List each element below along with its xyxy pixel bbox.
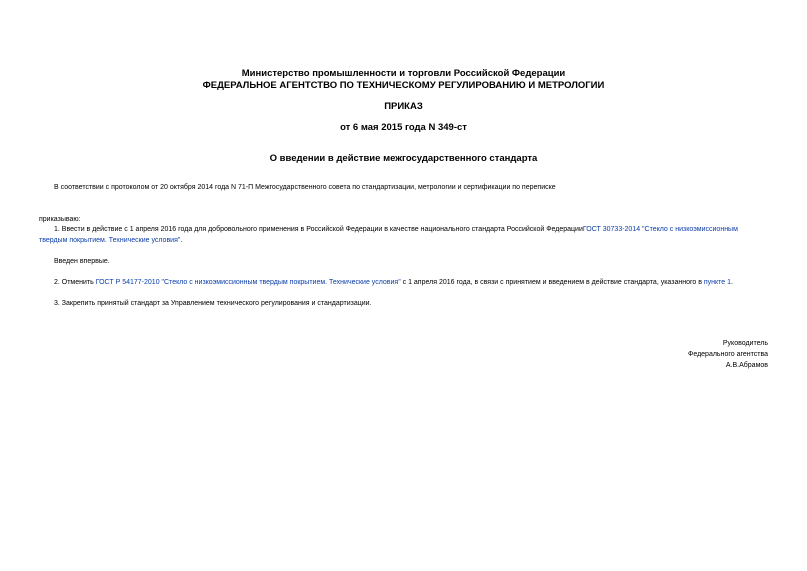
document-title: О введении в действие межгосударственного стандарта [269,153,538,164]
gost-r-54177-link[interactable]: ГОСТ Р 54177-2010 "Стекло с низкоэмиссионным твердым покрытием. Технические условия" [95,279,401,286]
item-1-end: . [180,237,183,244]
item-1-continuation [39,235,182,246]
signature-name: А.В.Абрамов [725,362,768,369]
gost-30733-link[interactable]: ГОСТ 30733-2014 "Стекло с низкоэмиссионным [582,226,738,233]
gost-30733-link-continued[interactable]: твердым покрытием. Технические условия" [39,237,181,244]
document-date-number: от 6 мая 2015 года N 349-ст [340,122,467,133]
document-type: ПРИКАЗ [384,101,423,112]
signature-position: Руководитель [722,340,768,347]
item-2-end: . [731,279,733,286]
intro-paragraph: В соответствии с протоколом от 20 октября 2014 года N 71-П Межгосударственного совета по стандартизации, метрологии и сертификации по переписке [54,184,556,191]
item-1-text: 1. Ввести в действие с 1 апреля 2016 года для добровольного применения в Российской Федерации в качестве национального стандарта Российской Федерации [54,226,583,233]
ministry-heading: Министерство промышленности и торговли Российской Федерации [241,68,566,79]
agency-heading: ФЕДЕРАЛЬНОЕ АГЕНТСТВО ПО ТЕХНИЧЕСКОМУ РЕГУЛИРОВАНИЮ И МЕТРОЛОГИИ [202,80,605,91]
item-2-middle: с 1 апреля 2016 года, в связи с принятием и введением в действие стандарта, указанного в [400,279,704,286]
item-2-start: 2. Отменить [54,279,96,286]
item-2 [54,277,733,288]
signature-org: Федерального агентства [688,351,768,358]
item-3: 3. Закрепить принятый стандарт за Управлением технического регулирования и стандартизации. [54,300,372,307]
item-1 [54,224,738,235]
order-word: приказываю: [39,216,81,223]
point-1-link[interactable]: пункте 1 [703,279,732,286]
introduced-note: Введен впервые. [54,258,110,265]
